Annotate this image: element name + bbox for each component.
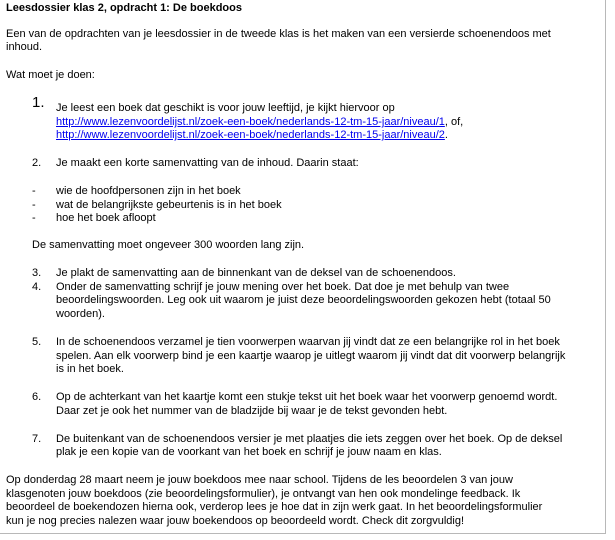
step-number: 2. [32, 157, 42, 169]
step-1-link-2-line [56, 129, 448, 142]
bullet-item: wie de hoofdpersonen zijn in het boek [56, 185, 241, 197]
step-1-text: Je leest een boek dat geschikt is voor jouw leeftijd, je kijkt hiervoor op [56, 102, 395, 114]
step-number: 6. [32, 391, 42, 403]
page-title: Leesdossier klas 2, opdracht 1: De boekdoos [6, 2, 242, 14]
closing-line: kun je nog precies nalezen waar jouw boekendoos op beoordeeld wordt. Check dit zorgvuldig! [6, 515, 465, 527]
bullet-dash: - [32, 185, 36, 197]
step-1-links-line [56, 116, 463, 129]
bullet-item: wat de belangrijkste gebeurtenis is in het boek [56, 199, 282, 211]
link-separator: , of, [444, 116, 464, 128]
niveau-1-link[interactable]: http://www.lezenvoordelijst.nl/zoek-een-boek/nederlands-12-tm-15-jaar/niveau/1 [56, 116, 445, 128]
step-4-line: Onder de samenvatting schrijf je jouw mening over het boek. Dat doe je met behulp van twee [56, 281, 510, 293]
bullet-dash: - [32, 199, 36, 211]
closing-line: beoordeel de boekendozen hierna ook, verderop lees je hoe dat in zijn werk gaat. In het beoordelingsformulier [6, 501, 543, 513]
step-4-line: woorden). [56, 308, 105, 320]
step-number: 1. [32, 94, 45, 111]
intro-line-2: inhoud. [6, 41, 43, 53]
step-2-text: Je maakt een korte samenvatting van de inhoud. Daarin staat: [56, 157, 359, 169]
step-6-line: Op de achterkant van het kaartje komt een stukje tekst uit het boek waar het voorwerp genoemd wordt. [56, 391, 558, 403]
bullet-item: hoe het boek afloopt [56, 212, 156, 224]
intro-line-1: Een van de opdrachten van je leesdossier in de tweede klas is het maken van een versierde schoenendoos met [6, 28, 551, 40]
step-3-text: Je plakt de samenvatting aan de binnenkant van de deksel van de schoenendoos. [56, 267, 456, 279]
closing-line: klasgenoten jouw boekdoos (zie beoordelingsformulier), je ontvangt van hen ook mondelinge feedback. Ik [6, 488, 521, 500]
step-5-line: is in het boek. [56, 363, 124, 375]
step-6-line: Daar zet je ook het nummer van de bladzijde bij waar je de tekst gevonden hebt. [56, 405, 448, 417]
closing-line: Op donderdag 28 maart neem je jouw boekdoos mee naar school. Tijdens de les beoordelen 3 van jouw [6, 474, 513, 486]
step-4-line: beoordelingswoorden. Leg ook uit waarom je juist deze beoordelingswoorden gekozen hebt (totaal 50 [56, 294, 551, 306]
step-number: 4. [32, 281, 42, 293]
niveau-2-link[interactable]: http://www.lezenvoordelijst.nl/zoek-een-boek/nederlands-12-tm-15-jaar/niveau/2 [56, 129, 445, 141]
step-5-line: spelen. Aan elk voorwerp bind je een kaartje waarop je uitlegt waarom jij vindt dat dit voorwerp belangrijk [56, 350, 566, 362]
step-7-line: plak je een kopie van de voorkant van het boek en schrijf je jouw naam en klas. [56, 446, 442, 458]
step-5-line: In de schoenendoos verzamel je tien voorwerpen waarvan jij vindt dat ze een belangrijke rol in het boek [56, 336, 560, 348]
page-border-bottom [0, 533, 606, 534]
step-number: 3. [32, 267, 42, 279]
step-number: 7. [32, 433, 42, 445]
page-border-right [605, 0, 606, 534]
step-7-line: De buitenkant van de schoenendoos versier je met plaatjes die iets zeggen over het boek. Op de deksel [56, 433, 563, 445]
bullet-dash: - [32, 212, 36, 224]
instructions-heading: Wat moet je doen: [6, 69, 95, 81]
link-end: . [444, 129, 448, 141]
summary-note: De samenvatting moet ongeveer 300 woorden lang zijn. [32, 239, 305, 251]
step-number: 5. [32, 336, 42, 348]
